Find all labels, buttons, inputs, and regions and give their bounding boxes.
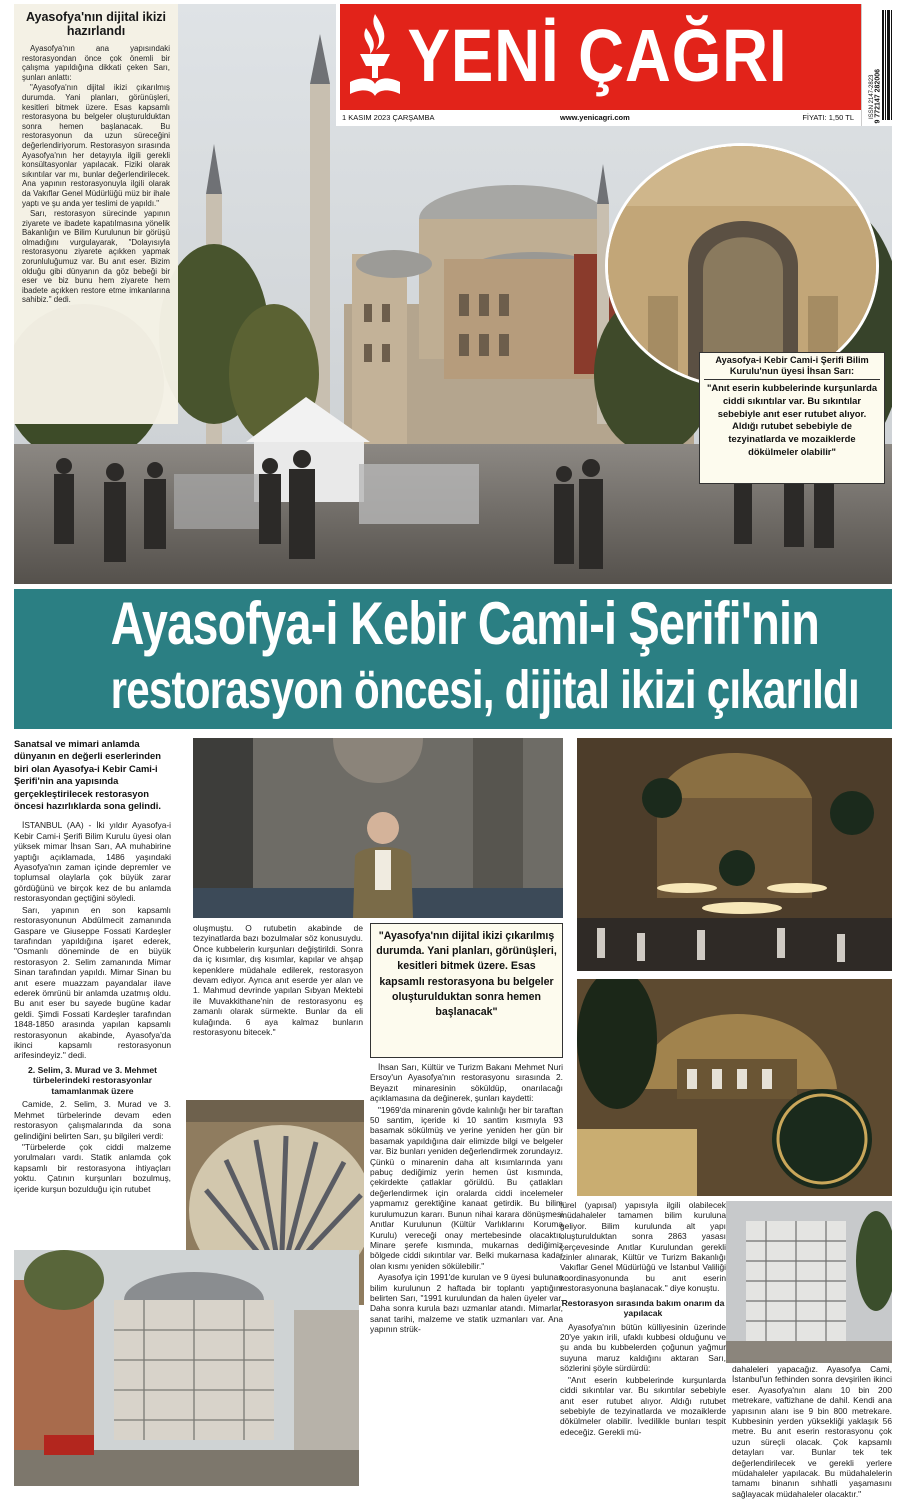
paragraph: "1969'da minarenin gövde kalınlığı her bir taraftan 50 santim, içeride ki 10 santim kısmıyla 93 basamak sökülmüş ve yerine yeniden her gün bir basamak yapıldığına dair elimizde bilgi ve belgeler var. Biz bunları yeniden değerlendirmek zorundayız. Çünkü o minarenin daha alt kısımlarında yanı pabuç dediğimiz yerin hemen üst kısmında, çekirdekte çatlaklar görüldü. Bu çatlakları değerlendirmek için oralarda ciddi incelemeler yapmamız gerektiğine kanaat getirdik. Bu bilim kurulumuzun kararı. Bunun nihai karara dönüşmesi Anıtlar Kurulunun (Kültür Varlıklarını Koruma Kurulu) vereceği onay mertebesinde olacaktır. Minare şerefe kısmında, mukarnas dediğimiz bölgede ciddi sıkıntılar var. Belki mukarnasa kadar olan kısmı yeniden sökülebilir." <box>370 1104 563 1271</box>
sidebar-article-box <box>14 4 178 424</box>
main-headline <box>14 589 892 729</box>
column-4-subhead: Restorasyon sırasında bakım onarım da yapılacak <box>561 1297 725 1319</box>
torch-book-logo-icon <box>346 10 404 102</box>
paragraph: "Anıt eserin kubbelerinde kurşunlarda ciddi sıkıntılar var. Bu sıkıntılar sebebiyle anıt eser rutubet alıyor. Aldığı rutubet sebebiyle de tezyinatlarda ve mozaiklerde dökülmeler olabilir. İvedilikle bunları tespit edeceğiz. Gerekli mü- <box>560 1374 726 1437</box>
column-1-subhead: 2. Selim, 3. Murad ve 3. Mehmet türbelerindeki restorasyonlar tamamlanmak üzere <box>28 1064 157 1096</box>
barcode-block <box>861 4 893 126</box>
pull-quote <box>370 923 563 1058</box>
sidebar-article-body <box>14 44 178 305</box>
column-5-body <box>732 1364 892 1499</box>
issn-text: ISSN 2147-2823 <box>869 74 875 119</box>
paragraph: Sarı, yapının en son kapsamlı restorasyonunun Abdülmecit zamanında Gaspare ve Giuseppe Fossati Kardeşler tarafından yapıldığına işaret ederek, "Osmanlı döneminde de en büyük restorasyon 2. Selim zamanında Mimar Sinan tarafından yapıldı. Mimar Sinan bu anıt esere muazzam payandalar ilave ederek ömrünü bir anlamda uzatmış oldu. Bu anıt eser bu sayede bugüne kadar geldi. Şimdi Fossati Kardeşler tarafından 1848-1850 arasında yapılan kapsamlı restorasyonun akabinde, Ayasofya'da ikinci kapsamlı restorasyonun arifesindeyiz." dedi. <box>14 904 171 1061</box>
column-2-body <box>193 923 363 1037</box>
paragraph: Camide, 2. Selim, 3. Murad ve 3. Mehmet türbelerinde devam eden restorasyon çalışmalarında da sona gelindiğini belirten Sarı, şu bilgileri verdi: <box>14 1099 171 1141</box>
ihsan-sari-portrait-photo <box>193 738 563 918</box>
column-5 <box>732 1364 892 1500</box>
column-4-body <box>560 1200 726 1437</box>
paragraph: İhsan Sarı, Kültür ve Turizm Bakanı Mehmet Nuri Ersoy'un Ayasofya'nın restorasyonu sırasında 2. Beyazıt minaresinin söküldüp, onarılacağı açıklamasına da değinerek, şunları kaydetti: <box>370 1062 563 1104</box>
pull-quote-text: "Ayasofya'nın dijital ikizi çıkarılmış durumda. Yani planları, görünüşleri, kesitleri bitmek üzere. Esas kapsamlı restorasyona bu belgeler oluşturulduktan sonra hemen başlanacak" <box>376 930 557 1019</box>
paragraph: Ayasofya'nın bütün külliyesinin üzerinde 20'ye yakın irili, ufaklı kubbesi olduğunu ve şu anda bu kubbelerden çoğunun yağmur suyuna maruz kaldığını aktaran Sarı, sözlerini şöyle sürdürdü: <box>560 1321 726 1374</box>
column-3 <box>370 1062 563 1336</box>
paragraph: türel (yapısal) yapısıyla ilgili olabilecek müdahaleler tamamen bilim kuruluna geliyor. Bilim kurulunda alt yapı oluşturulduktan sonra 2863 yasası çerçevesinde Anıtlar Kurulundan gerekli izinler alınarak, Kültür ve Turizm Bakanlığı Vakıflar Genel Müdürlüğü ve İstanbul Valiliği koordinasyonunda bu anıt eserin restorasyonuna başlanacak." diye konuştu. <box>560 1200 726 1294</box>
column-3-body <box>370 1062 563 1335</box>
column-2 <box>193 923 363 1038</box>
interior-dome-photo-1 <box>577 738 892 971</box>
newspaper-name: YENİ ÇAĞRI <box>407 14 788 97</box>
headline-line-2: restorasyon öncesi, dijital ikizi çıkarıldı <box>110 660 859 720</box>
barcode-number: 9 772147 282006 <box>874 69 882 124</box>
lead-paragraph: Sanatsal ve mimari anlamda dünyanın en değerli eserlerinden biri olan Ayasofya-i Kebir Cami-i Şerifi'nin ana yapısında gerçekleştirilecek restorasyon öncesi hazırlıklarda sona gelindi. <box>14 738 161 812</box>
interior-dome-photo-2 <box>577 979 892 1196</box>
top-photo-caption <box>699 352 885 484</box>
issue-date: 1 KASIM 2023 ÇARŞAMBA <box>342 113 435 122</box>
tomb-restoration-photo <box>14 1250 359 1486</box>
masthead-info-bar <box>340 112 858 124</box>
column-1-body <box>14 820 171 1194</box>
headline-line-1: Ayasofya-i Kebir Cami-i Şerifi'nin <box>110 590 820 657</box>
sidebar-article-title: Ayasofya'nın dijital ikizi hazırlandı <box>25 10 167 38</box>
paragraph: "Türbelerde çok ciddi malzeme yorulmaları vardı. Statik anlamda çok kapsamlı bir restorasyona ihtiyaçları yoktu. Çatının kurşunları bozulmuş, içeride kurşun bozulduğu için rutubet <box>14 1141 171 1194</box>
website-link[interactable]: www.yenicagri.com <box>560 113 630 122</box>
paragraph: İSTANBUL (AA) - İki yıldır Ayasofya-i Kebir Cami-i Şerifi Bilim Kurulu üyesi olan yüksek mimar İhsan Sarı, AA muhabirine yaptığı açıklamada, 1486 yaşındaki Ayasofya'nın zaman içinde depremler ve toplumsal olaylarla çok büyük zarar gördüğünü ve birçok kez de bu anlamda restorasyondan geçtiğini söyledi. <box>14 820 171 904</box>
paragraph: Sarı, restorasyon sürecinde yapının ziyarete ve ibadete kapatılmasına yönelik Bakanlığın ve Bilim Kurulunun bir görüşü olmadığını vurgulayarak, "Dolayısıyla restorasyonu ziyarete açıkken yapmak zorunluluğumuz var. Bu anıt eser. Bizim olduğu gibi dünyanın da göz bebeği bir eser ve biz bunu hem ziyarete hem ibadete açıkken restore etme imkanlarına sahibiz." dedi. <box>22 209 170 305</box>
column-1 <box>14 738 171 1195</box>
paragraph: oluşmuştu. O rutubetin akabinde de tezyinatlarda bazı bozulmalar söz konusuydu. Önce kubbelerin kurşunları değiştirildi. Sonra da iç kısımlar, dış kısımlar, kapılar ve ahşap kepenklere müdahale edilerek, restorasyon devam ediyor. Ayrıca anıt eserde yer alan ve 1. Mahmud devrinde yapılan Sıbyan Mektebi ile Muvakkithane'nin de restorasyonu eş zamanlı olarak sürmekte. Bunlar da eli kulağında. 6 aya kalmaz bunların restorasyonu bitecek." <box>193 923 363 1038</box>
price: FİYATI: 1,50 TL <box>802 113 854 122</box>
caption-quote: "Anıt eserin kubbelerinde kurşunlarda ciddi sıkıntılar var. Bu sıkıntılar sebebiyle anıt eser rutubet alıyor. Aldığı rutubet sebebiyle de tezyinatlarda ve mozaiklerde dökülmeler olabilir" <box>706 382 878 457</box>
scaffolding-photo-small <box>726 1201 892 1363</box>
paragraph: Ayasofya için 1991'de kurulan ve 9 üyesi bulunan bilim kurulunun 2 haftada bir toplantı yaptığını belirten Sarı, "1991 kurulundan da halen üyeler var. Daha sonra kurula bazı uzmanlar atandı. Mimarlar, sanat tarihi, malzeme ve statik uzmanları var. Ana yapının strük- <box>370 1272 563 1335</box>
paragraph: dahaleleri yapacağız. Ayasofya Cami, İstanbul'un fethinden sonra devşirilen ikinci eser. Ayasofya'nın alanı 10 bin 200 metrekare, vaftizhane de dahil. Kendi ana yapısının alanı ise 9 bin 800 metrekare. Kubbesinin yerden yüksekliği yaklaşık 56 metre. Bu anıt eserin restorasyonu çok uzun süreçli olacak. Çok kapsamlı detayları var. Bunlar tek tek değerlendirilecek ve gerekli yerlere müdahaleler yapılacak. Bu müdahalelerin tamamı binanın sıhhatli yaşamasını sağlayacak müdahaleler olacaktır." <box>732 1364 892 1499</box>
paragraph: Ayasofya'nın ana yapısındaki restorasyondan önce çok önemli bir çalışma yapıldığına dikkati çeken Sarı, şunları anlattı: <box>22 44 170 82</box>
paragraph: "Ayasofya'nın dijital ikizi çıkarılmış durumda. Yani planları, görünüşleri, kesitleri bitmek üzere. Esas kapsamlı restorasyona bu belgeler oluşturulduktan sonra hemen başlanacak. Bu restorasyonun da uzun süreceğini değerlendiriyorum. Restorasyon sırasında Ayasofya'nın her detayıyla ilgili gerekli konsültasyonlar yapılacak. Fiziki olarak sıkıntılar var mı, bunlar değerlendirilecek. Ana yapının restorasyonuyla ilgili olarak da Vakıflar Genel Müdürlüğü müz bir ihale yaptı ve şu anda yer teslimi de yapıldı." <box>22 83 170 208</box>
column-4 <box>560 1200 726 1438</box>
caption-name-line: Ayasofya-i Kebir Cami-i Şerifi Bilim Kurulu'nun üyesi İhsan Sarı: <box>704 355 880 380</box>
